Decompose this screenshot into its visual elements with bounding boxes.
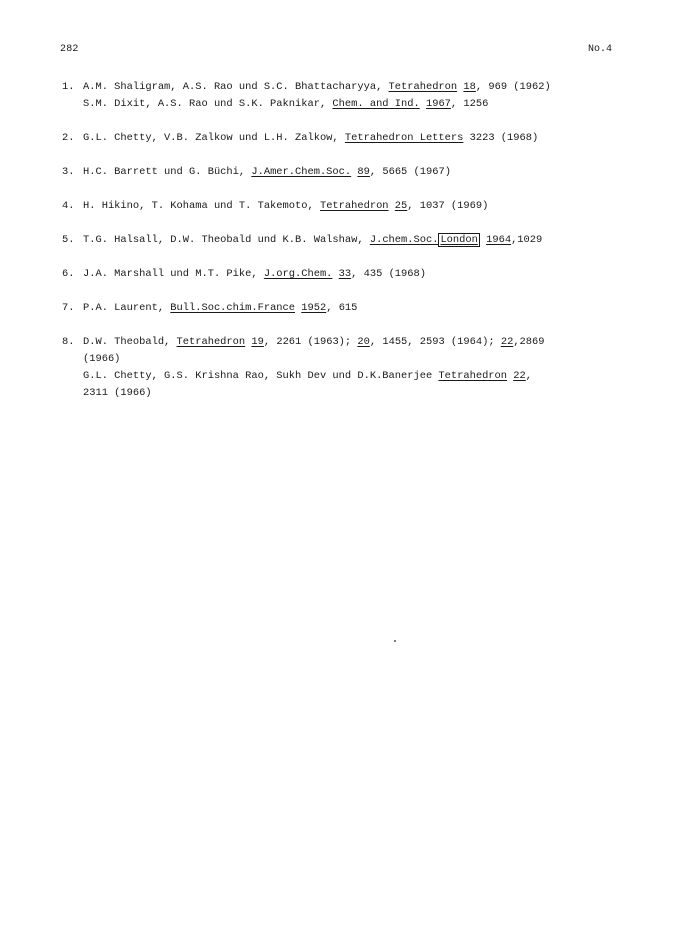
- citation-text: P.A. Laurent,: [83, 302, 171, 314]
- citation-text: , 435 (1968): [351, 268, 426, 280]
- issue-number: No.4: [588, 44, 613, 55]
- citation-underlined-text: Tetrahedron: [438, 370, 508, 382]
- citation-text: G.L. Chetty, V.B. Zalkow und L.H. Zalkow,: [83, 132, 345, 144]
- citation-underlined-text: 19: [251, 336, 264, 348]
- citation-underlined-text: 89: [357, 166, 370, 178]
- citation-underlined-text: Tetrahedron: [176, 336, 246, 348]
- citation-text: , 5665 (1967): [369, 166, 451, 178]
- reference-line: [83, 130, 622, 147]
- reference-number: 2.: [62, 132, 75, 144]
- citation-underlined-text: 25: [394, 200, 408, 212]
- reference-number: 1.: [62, 81, 75, 93]
- reference-line: [83, 334, 622, 351]
- stray-dot: [394, 640, 396, 642]
- reference-number: 4.: [62, 200, 75, 212]
- citation-underlined-text: 33: [338, 268, 352, 280]
- citation-text: T.G. Halsall, D.W. Theobald und K.B. Walshaw,: [83, 234, 370, 246]
- reference-number: 8.: [62, 336, 75, 348]
- citation-underlined-text: J.Amer.Chem.Soc.: [251, 166, 352, 178]
- citation-text: , 969 (1962): [475, 81, 551, 93]
- reference-list: [62, 79, 622, 419]
- reference-item: [62, 232, 622, 249]
- citation-underlined-text: J.chem.Soc.: [369, 234, 439, 246]
- citation-underlined-text: 20: [357, 336, 370, 348]
- citation-underlined-text: J.org.Chem.: [263, 268, 333, 280]
- citation-text: S.M. Dixit, A.S. Rao und S.K. Paknikar,: [83, 98, 333, 110]
- citation-text: , 2261 (1963);: [263, 336, 358, 348]
- reference-item: [62, 79, 622, 113]
- reference-number: 6.: [62, 268, 75, 280]
- citation-text: , 1455, 2593 (1964);: [369, 336, 501, 348]
- reference-line: [83, 96, 622, 113]
- citation-text: D.W. Theobald,: [83, 336, 177, 348]
- citation-underlined-text: Chem. and Ind.: [332, 98, 420, 110]
- citation-underlined-text: 18: [463, 81, 476, 93]
- citation-text: H. Hikino, T. Kohama und T. Takemoto,: [83, 200, 320, 212]
- citation-text: A.M. Shaligram, A.S. Rao und S.C. Bhattacharyya,: [83, 81, 389, 93]
- citation-text: H.C. Barrett und G. Büchi,: [83, 166, 252, 178]
- citation-text: J.A. Marshall und M.T. Pike,: [83, 268, 264, 280]
- citation-underlined-text: 22: [500, 336, 514, 348]
- citation-underlined-text: 1964: [486, 234, 512, 246]
- reference-number: 3.: [62, 166, 75, 178]
- reference-item: [62, 334, 622, 402]
- citation-text: G.L. Chetty, G.S. Krishna Rao, Sukh Dev und D.K.Banerjee: [83, 370, 439, 382]
- citation-underlined-text: Tetrahedron: [388, 81, 458, 93]
- citation-text: ,: [525, 370, 532, 382]
- page-number: 282: [60, 44, 79, 55]
- citation-underlined-text: 1952: [301, 302, 327, 314]
- reference-line: [83, 79, 622, 96]
- citation-underlined-text: Tetrahedron: [319, 200, 389, 212]
- reference-item: [62, 130, 622, 147]
- reference-line: [83, 368, 622, 385]
- reference-line: [83, 385, 622, 402]
- citation-text: 3223 (1968): [463, 132, 539, 144]
- citation-text: , 615: [326, 302, 358, 314]
- citation-text: , 1037 (1969): [407, 200, 489, 212]
- citation-text: (1966): [83, 353, 121, 365]
- reference-line: [83, 198, 622, 215]
- reference-number: 7.: [62, 302, 75, 314]
- citation-underlined-text: London: [440, 234, 478, 246]
- citation-underlined-text: 1967: [425, 98, 451, 110]
- reference-line: [83, 351, 622, 368]
- citation-underlined-text: Bull.Soc.chim.France: [170, 302, 296, 314]
- reference-item: [62, 266, 622, 283]
- reference-line: [83, 232, 622, 249]
- citation-underlined-text: Tetrahedron Letters: [344, 132, 464, 144]
- reference-line: [83, 266, 622, 283]
- reference-item: [62, 198, 622, 215]
- reference-line: [83, 300, 622, 317]
- citation-text: 2311 (1966): [83, 387, 152, 399]
- citation-underlined-text: 22: [513, 370, 526, 382]
- reference-number: 5.: [62, 234, 75, 246]
- reference-item: [62, 300, 622, 317]
- citation-text: ,2869: [513, 336, 545, 348]
- reference-line: [83, 164, 622, 181]
- citation-text: , 1256: [450, 98, 489, 110]
- reference-item: [62, 164, 622, 181]
- citation-text: ,1029: [511, 234, 543, 246]
